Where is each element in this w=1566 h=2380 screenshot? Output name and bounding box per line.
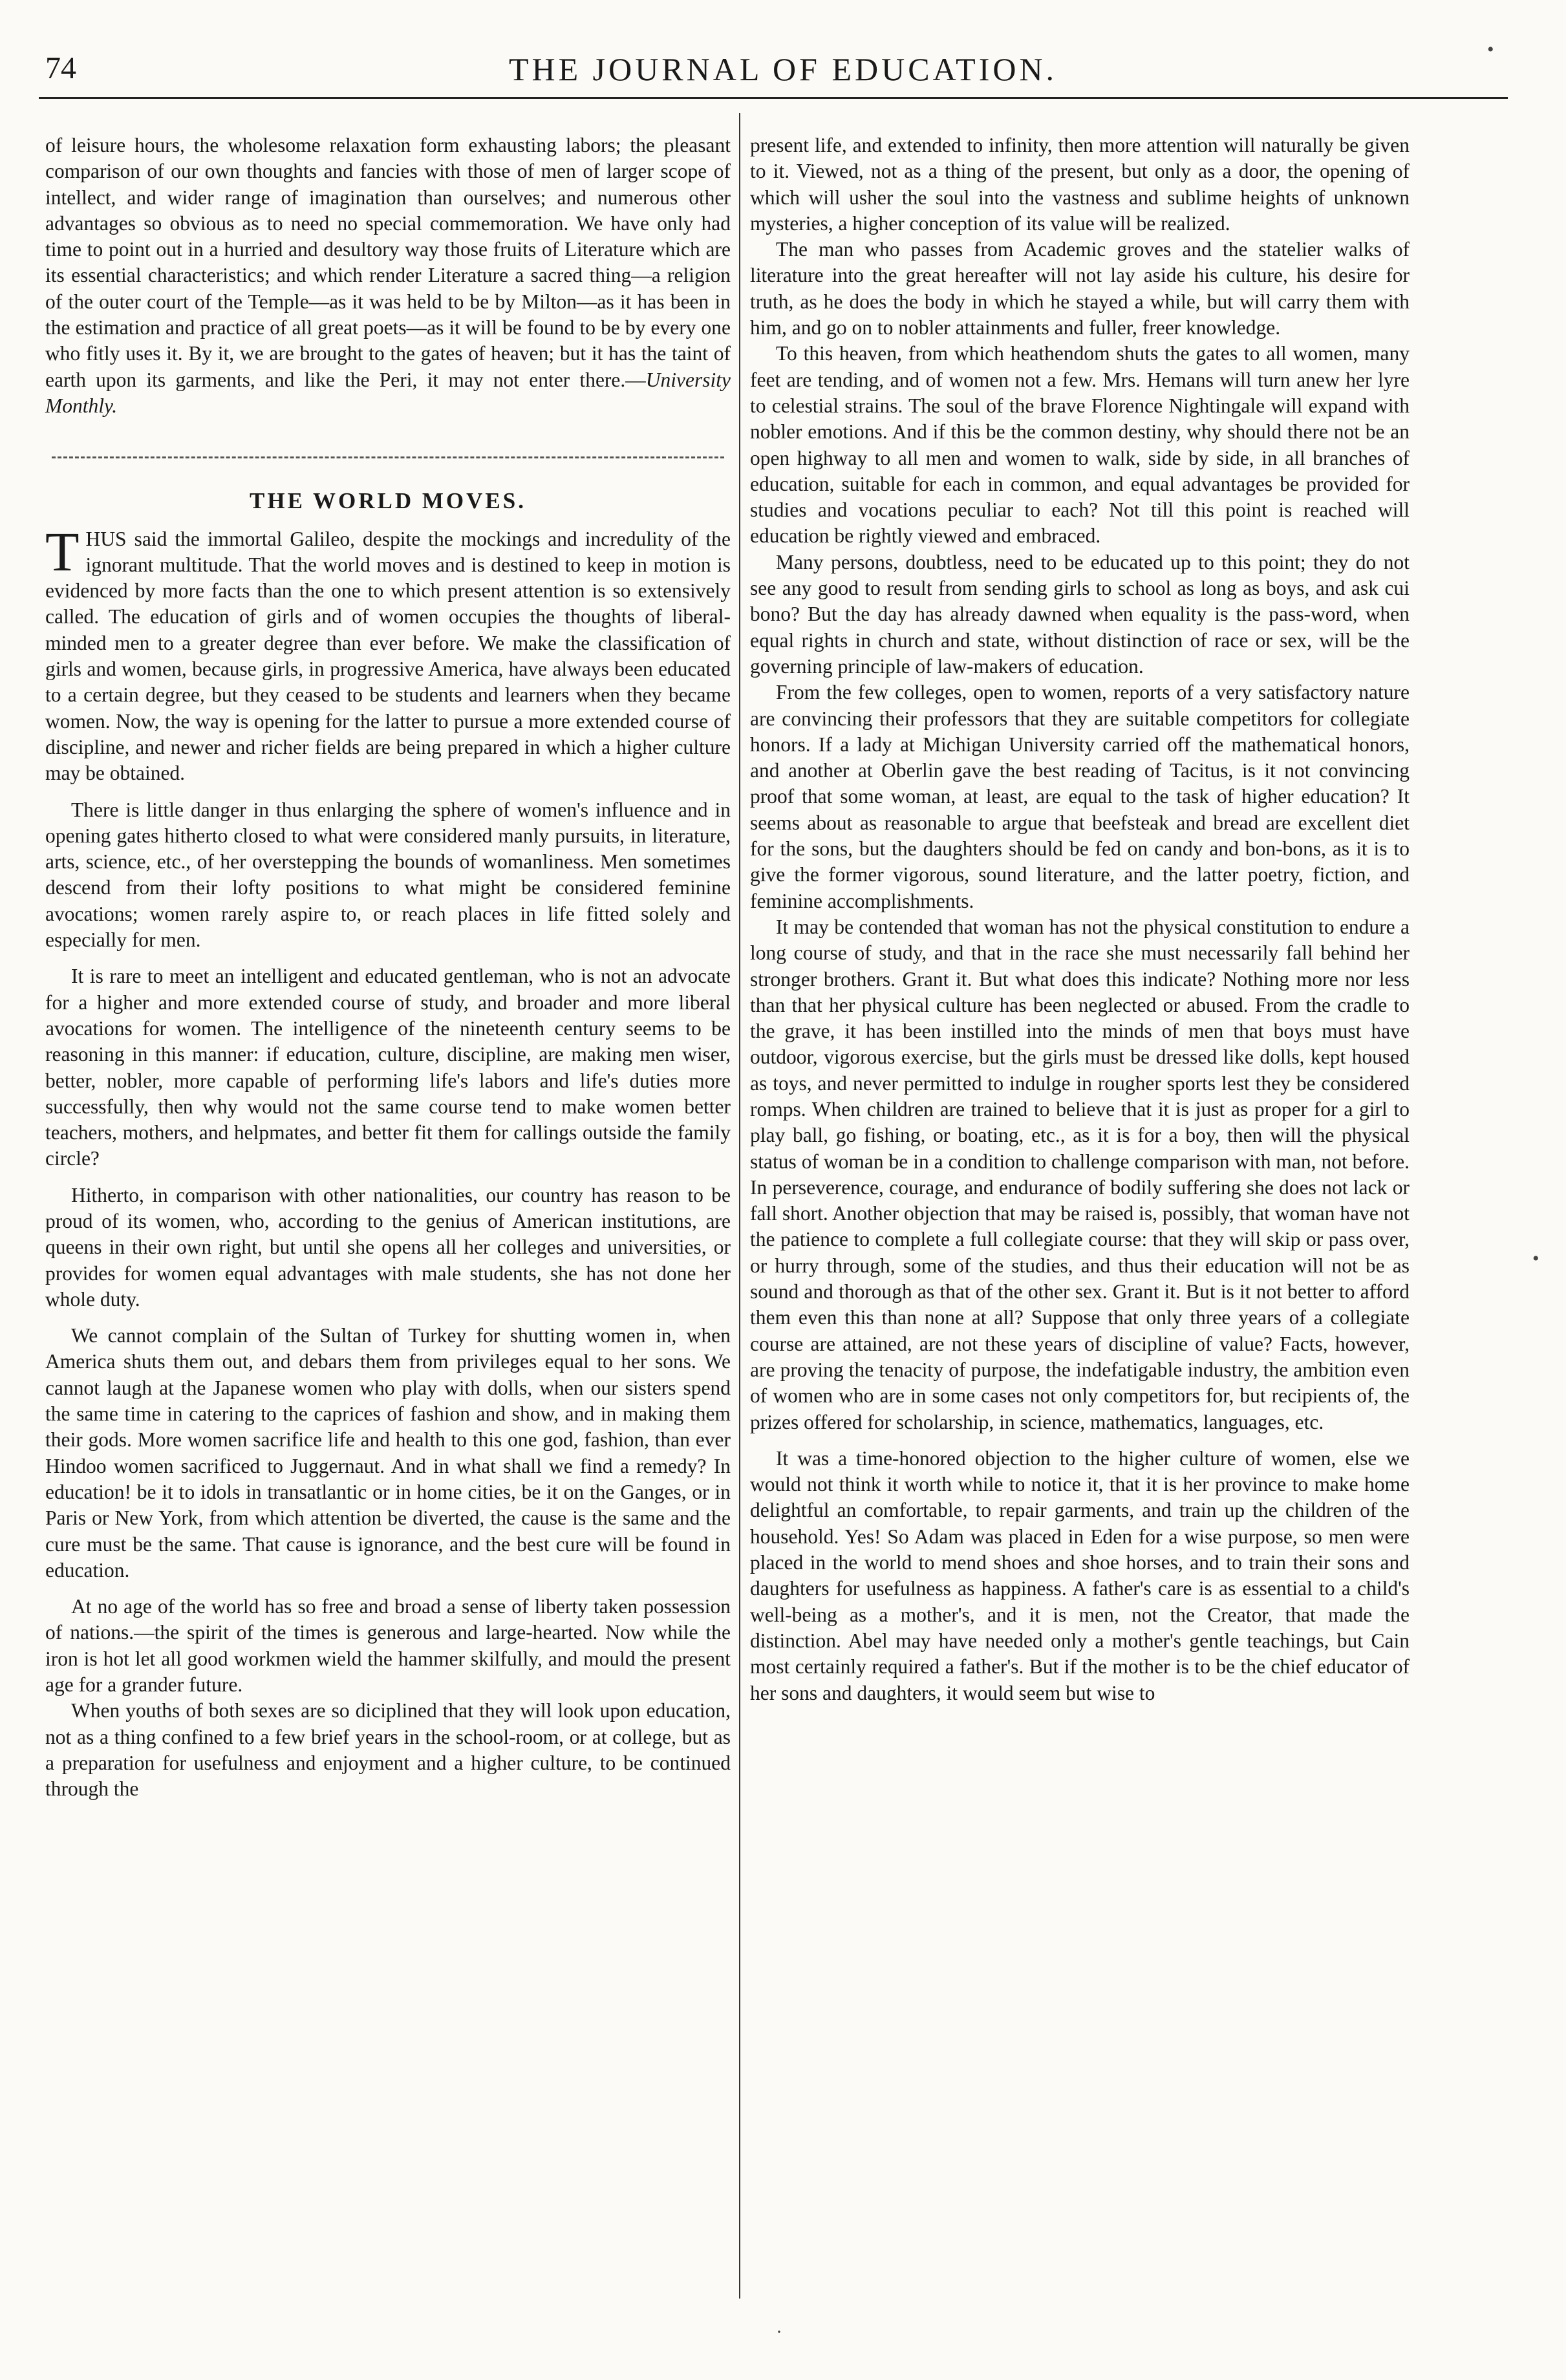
- section-separator: [52, 456, 724, 458]
- left-paragraph: There is little danger in thus enlarging the sphere of women's influence and in opening gates hitherto closed to what were considered manly pursuits, in literature, arts, science, etc., of her overstepping the bounds of womanliness. Men sometimes descend from their lofty positions to what might be considered feminine avocations; women rarely aspire to, or reach places in life fitted solely and especially for men.: [45, 798, 731, 952]
- page-number: 74: [45, 51, 76, 85]
- scan-speck: •: [1532, 1248, 1539, 1269]
- left-column: [45, 133, 731, 1803]
- first-paragraph-text: HUS said the immortal Galileo, despite the mockings and incredulity of the ignorant multitude. That the world moves and is destined to keep in motion is evidenced by more facts than the one to which present attention is so extensively called. The education of girls and of women occupies the thoughts of liberal-minded men to a greater degree than ever before. We make the classification of girls and women, because girls, in progressive America, have always been educated to a certain degree, but they ceased to be students and learners when they became women. Now, the way is opening for the latter to pursue a more extended course of discipline, and newer and richer fields are being prepared in which a higher culture may be obtained.: [45, 527, 731, 785]
- article-title: THE WORLD MOVES.: [250, 488, 526, 514]
- right-paragraph: It was a time-honored objection to the higher culture of women, else we would not think it worth while to notice it, that it is her province to make home delightful an comfortable, to repair garments, and train up the children of the household. Yes! So Adam was placed in Eden for a wise purpose, so men were placed in the world to mend shoes and shoe horses, and to train their sons and daughters for usefulness as happiness. A father's care is as essential to a child's well-being as a mother's, and it is men, not the Creator, that made the distinction. Abel may have needed only a mother's gentle teachings, but Cain most certainly required a father's. But if the mother is to be the chief educator of her sons and daughters, it would seem but wise to: [750, 1446, 1410, 1704]
- journal-title: THE JOURNAL OF EDUCATION.: [508, 51, 1058, 87]
- left-paragraph: It is rare to meet an intelligent and educated gentleman, who is not an advocate for a higher and more extended course of study, and broader and more liberal avocations for women. The intelligence of the nineteenth century seems to be reasoning in this manner: if education, culture, discipline, are making men wiser, better, nobler, more capable of performing life's labors and life's duties more successfully, then why would not the same course tend to make women better teachers, mothers, and helpmates, and better fit them for callings outside the family circle?: [45, 965, 731, 1170]
- left-paragraph: Hitherto, in comparison with other nationalities, our country has reason to be proud of its women, who, according to the genius of American institutions, are queens in their own right, but until she opens all her colleges and universities, or provides for women equal advantages with male students, she has not done her whole duty.: [45, 1183, 731, 1311]
- right-paragraph: Many persons, doubtless, need to be educated up to this point; they do not see any good to result from sending girls to school as long as boys, and ask cui bono? But the day has already dawned when equality is the pass-word, when equal rights in church and state, without distinction of race or sex, will be the governing principle of law-makers of education.: [750, 550, 1410, 678]
- column-divider: [739, 113, 740, 2299]
- right-paragraph: To this heaven, from which heathendom shuts the gates to all women, many feet are tending, and of women not a few. Mrs. Hemans will turn anew her lyre to celestial strains. The soul of the brave Florence Nightingale will expand with nobler emotions. And if this be the common destiny, why should there not be an open highway to all men and women to walk, side by side, in all branches of education, suitable for each in common, and equal advantages be provided for studies and vocations peculiar to each? Not till this point is reached will education be rightly viewed and embraced.: [750, 342, 1410, 548]
- intro-paragraph: [45, 133, 731, 419]
- article-first-paragraph: [45, 520, 731, 787]
- intro-text: of leisure hours, the wholesome relaxation form exhausting labors; the pleasant comparison of our own thoughts and fancies with those of men of larger scope of intellect, and wider range of imagination than ourselves; and numerous other advantages so obvious as to need no special commemoration. We have only had time to point out in a hurried and desultory way those fruits of Literature which are its essential characteristics; and which render Literature a sacred thing—a religion of the outer court of the Temple—as it was held to be by Milton—as it has been in the estimation and practice of all great poets—as it will be found to be by every one who fitly uses it. By it, we are brought to the gates of heaven; but it has the taint of earth upon its garments, and like the Peri, it may not enter there.—: [45, 134, 731, 391]
- right-column: [750, 133, 1410, 1706]
- scan-speck: •: [1487, 39, 1494, 60]
- left-paragraph: At no age of the world has so free and broad a sense of liberty taken possession of nations.—the spirit of the times is generous and large-hearted. Now while the iron is hot let all good workmen wield the hammer skilfully, and mould the present age for a grander future.: [45, 1595, 731, 1697]
- intro-source: University Monthly.: [45, 368, 731, 417]
- drop-cap: T: [45, 520, 80, 583]
- right-continuation-paragraph: present life, and extended to infinity, then more attention will naturally be given to it. Viewed, not as a thing of the present, but only as a door, the opening of which will usher the soul into the vastness and sublime heights of unknown mysteries, a higher conception of its value will be realized.: [750, 134, 1410, 235]
- right-paragraph: It may be contended that woman has not the physical constitution to endure a long course of study, and that in the race she must necessarily fall behind her stronger brothers. Grant it. But what does this indicate? Nothing more nor less than that her physical culture has been neglected or abused. From the cradle to the grave, it has been instilled into the minds of men that boys must have outdoor, vigorous exercise, but the girls must be dressed like dolls, kept housed as toys, and never permitted to indulge in rougher sports lest they be considered romps. When children are trained to believe that it is just as proper for a girl to play ball, go fishing, or boating, etc., as it is for a boy, then will the physical status of woman be in a condition to challenge comparison with man, not before. In perseverence, courage, and endurance of bodily suffering she does not lack or fall short. Another objection that may be raised is, possibly, that woman have not the patience to complete a full collegiate course: that they will skip or pass over, or hurry through, some of the studies, and thus their education will not be as sound and thorough as that of the other sex. Grant it. But is it not better to afford them even this than none at all? Suppose that only three years of a collegiate course are attained, are not these years of discipline of value? Facts, however, are proving the tenacity of purpose, the indefatigable industry, the ambition even of women who are in some cases not only competitors for, but recipients of, the prizes offered for scholarship, in science, mathematics, languages, etc.: [750, 915, 1410, 1433]
- left-paragraph: When youths of both sexes are so diciplined that they will look upon education, not as a thing confined to a few brief years in the school-room, or at college, but as a preparation for usefulness and enjoyment and a higher culture, to be continued through the: [45, 1699, 731, 1801]
- page-header: [39, 47, 1527, 98]
- left-paragraph: We cannot complain of the Sultan of Turkey for shutting women in, when America shuts them out, and debars them from privileges equal to her sons. We cannot laugh at the Japanese women who play with dolls, when our sisters spend the same time in catering to the caprices of fashion and show, and in making them their gods. More women sacrifice life and health to this one god, fashion, than ever Hindoo women sacrificed to Juggernaut. And in what shall we find a remedy? In education! be it to idols in transatlantic or in home cities, be it on the Ganges, or in Paris or New York, from which attention be diverted, the cause is the same and the cure must be the same. That cause is ignorance, and the best cure will be found in education.: [45, 1324, 731, 1581]
- right-paragraph: From the few colleges, open to women, reports of a very satisfactory nature are convincing their professors that they are suitable competitors for collegiate honors. If a lady at Michigan University carried off the mathematical honors, and another at Oberlin gave the best reading of Tacitus, is it not convincing proof that some woman, at least, are equal to the task of higher education? It seems about as reasonable to argue that beefsteak and bread are excellent diet for the sons, but the daughters should be fed on candy and bon-bons, as it is to give the former vigorous, sound literature, and the latter poetry, fiction, and feminine accomplishments.: [750, 681, 1410, 912]
- header-rule: [39, 97, 1508, 99]
- scan-speck: ·: [776, 2321, 782, 2342]
- right-paragraph: The man who passes from Academic groves and the statelier walks of literature into the great hereafter will not lay aside his culture, his desire for truth, as he does the body in which he stayed a while, but will carry them with him, and go on to nobler attainments and fuller, freer knowledge.: [750, 238, 1410, 339]
